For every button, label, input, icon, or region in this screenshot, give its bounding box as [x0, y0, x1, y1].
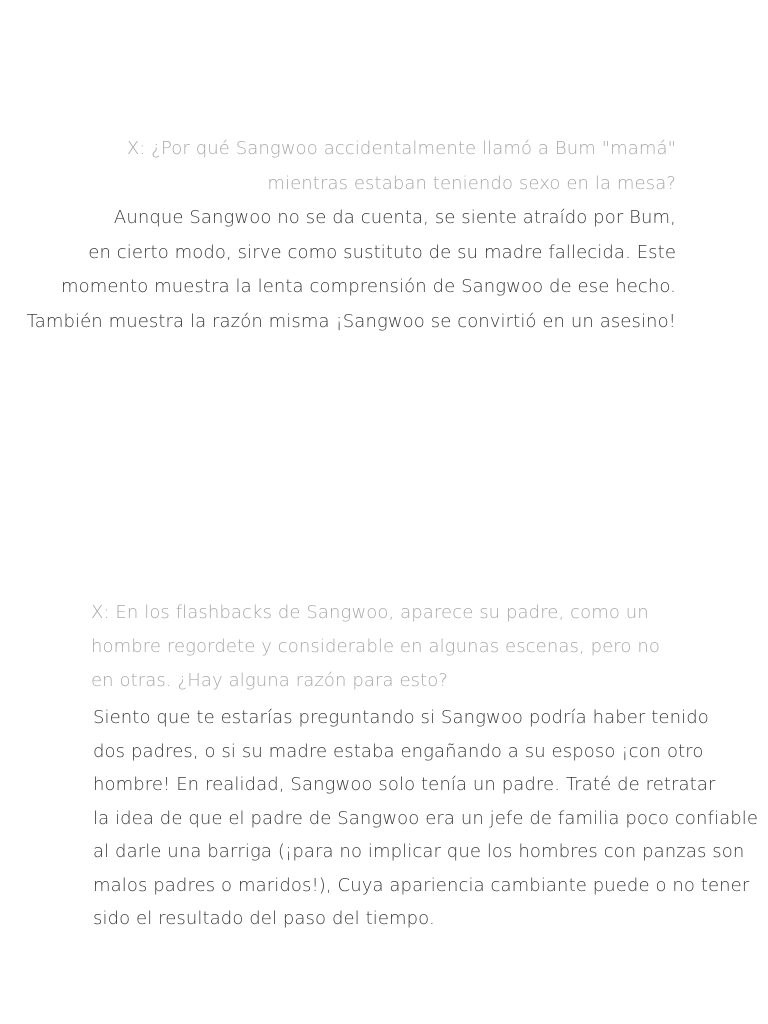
answer-2-line: malos padres o maridos!), Cuya apariencia cambiante puede o no tener [93, 874, 750, 896]
answer-2 [93, 701, 758, 936]
answer-1-line: en cierto modo, sirve como sustituto de su madre fallecida. Este [88, 241, 676, 263]
question-1-line: mientras estaban teniendo sexo en la mesa? [267, 173, 676, 194]
qa-section-1 [27, 131, 676, 339]
question-2 [91, 596, 660, 698]
question-2-line: en otras. ¿Hay alguna razón para esto? [91, 670, 449, 691]
question-2-line: X: En los flashbacks de Sangwoo, aparece su padre, como un [91, 602, 649, 623]
question-1-line: X: ¿Por qué Sangwoo accidentalmente llamó a Bum "mamá" [126, 138, 676, 159]
answer-2-line: la idea de que el padre de Sangwoo era un jefe de familia poco confiable [93, 807, 758, 829]
answer-1-line: También muestra la razón misma ¡Sangwoo se convirtió en un asesino! [26, 310, 676, 332]
answer-2-line: al darle una barriga (¡para no implicar que los hombres con panzas son [93, 841, 745, 862]
answer-2-line: sido el resultado del paso del tiempo. [93, 908, 435, 929]
answer-1 [27, 201, 676, 339]
answer-2-line: dos padres, o si su madre estaba engañando a su esposo ¡con otro [93, 740, 704, 762]
answer-1-line: Aunque Sangwoo no se da cuenta, se siente atraído por Bum, [113, 207, 676, 228]
question-1 [27, 131, 676, 201]
answer-1-line: momento muestra la lenta comprensión de Sangwoo de ese hecho. [60, 276, 676, 297]
question-2-line: hombre regordete y considerable en algunas escenas, pero no [91, 636, 660, 657]
answer-2-line: Siento que te estarías preguntando si Sangwoo podría haber tenido [93, 707, 709, 728]
answer-2-line: hombre! En realidad, Sangwoo solo tenía un padre. Traté de retratar [93, 774, 716, 795]
